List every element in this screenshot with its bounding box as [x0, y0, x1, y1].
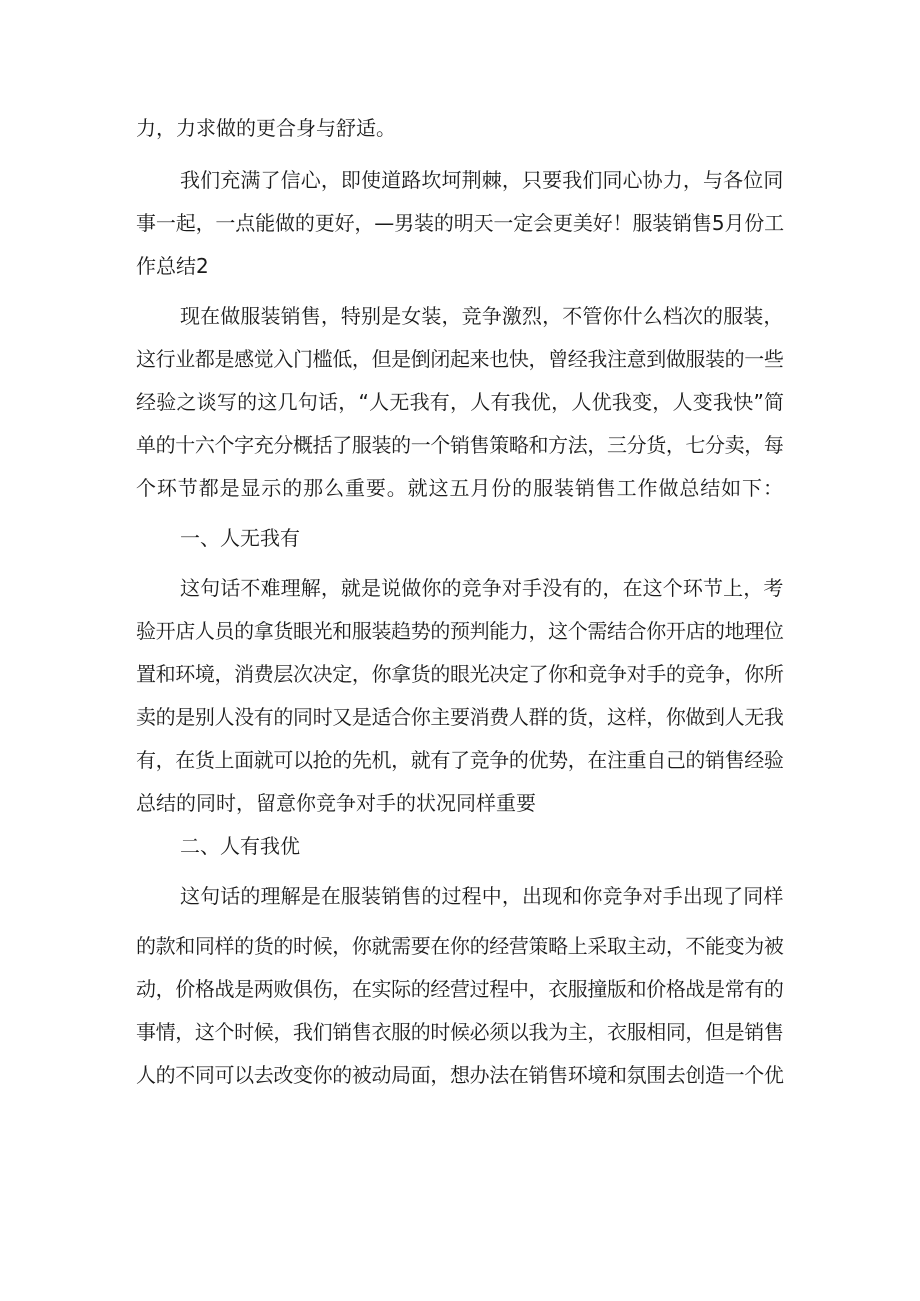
paragraph-line: [0, 203, 920, 243]
text-line: 验开店人员的拿货眼光和服装趋势的预判能力，这个需结合你开店的地理位: [136, 619, 784, 643]
section-heading: [0, 518, 920, 558]
paragraph-line: [0, 611, 920, 651]
text-line: 个环节都是显示的那么重要。就这五月份的服装销售工作做总结如下：: [136, 476, 784, 500]
paragraph-line: [0, 382, 920, 422]
text-line: 动，价格战是两败俱伤，在实际的经营过程中，衣服撞版和价格战是常有的: [136, 977, 784, 1001]
text-line: 事一起，一点能做的更好，—男装的明天一定会更美好！服装销售5月份工: [136, 211, 785, 235]
paragraph-line: [0, 568, 920, 608]
paragraph-line: [0, 1012, 920, 1052]
text-line: 现在做服装销售，特别是女装，竞争激烈，不管你什么档次的服装，: [180, 304, 784, 328]
paragraph-line: [0, 654, 920, 694]
text-line: 作总结2: [136, 254, 209, 278]
text-line: 有，在货上面就可以抢的先机，就有了竞争的优势，在注重自己的销售经验: [136, 748, 784, 772]
text-line: 事情，这个时候，我们销售衣服的时候必须以我为主，衣服相同，但是销售: [136, 1020, 784, 1044]
text-line: 总结的同时，留意你竞争对手的状况同样重要: [136, 791, 536, 815]
paragraph-line: [0, 160, 920, 200]
text-line: 这行业都是感觉入门槛低，但是倒闭起来也快，曾经我注意到做服装的一些: [136, 347, 784, 371]
text-line: 经验之谈写的这几句话，“人无我有，人有我优，人优我变，人变我快”简: [136, 390, 785, 414]
text-line: 这句话不难理解，就是说做你的竞争对手没有的，在这个环节上，考: [180, 576, 784, 600]
paragraph-line: [0, 296, 920, 336]
paragraph-line: [0, 876, 920, 916]
heading-text: 一、人无我有: [180, 526, 300, 550]
heading-text: 二、人有我优: [180, 834, 300, 858]
paragraph-line: [0, 740, 920, 780]
paragraph-line: [0, 425, 920, 465]
text-line: 置和环境，消费层次决定，你拿货的眼光决定了你和竞争对手的竞争，你所: [136, 662, 784, 686]
text-line: 卖的是别人没有的同时又是适合你主要消费人群的货，这样，你做到人无我: [136, 705, 784, 729]
paragraph-line: [0, 969, 920, 1009]
paragraph-line: [0, 783, 920, 823]
text-line: 力，力求做的更合身与舒适。: [136, 116, 396, 140]
paragraph-line: [0, 697, 920, 737]
paragraph-line: [0, 926, 920, 966]
text-line: 单的十六个字充分概括了服装的一个销售策略和方法，三分货，七分卖，每: [136, 433, 784, 457]
text-line: 的款和同样的货的时候，你就需要在你的经营策略上采取主动，不能变为被: [136, 934, 784, 958]
text-line: 人的不同可以去改变你的被动局面，想办法在销售环境和氛围去创造一个优: [136, 1063, 784, 1087]
text-line: 我们充满了信心，即使道路坎坷荆棘，只要我们同心协力，与各位同: [180, 168, 784, 192]
paragraph-line: [0, 339, 920, 379]
paragraph-line: [0, 108, 920, 148]
text-line: 这句话的理解是在服装销售的过程中，出现和你竞争对手出现了同样: [180, 884, 784, 908]
section-heading: [0, 826, 920, 866]
paragraph-line: [0, 1055, 920, 1095]
paragraph-line: [0, 246, 920, 286]
paragraph-line: [0, 468, 920, 508]
